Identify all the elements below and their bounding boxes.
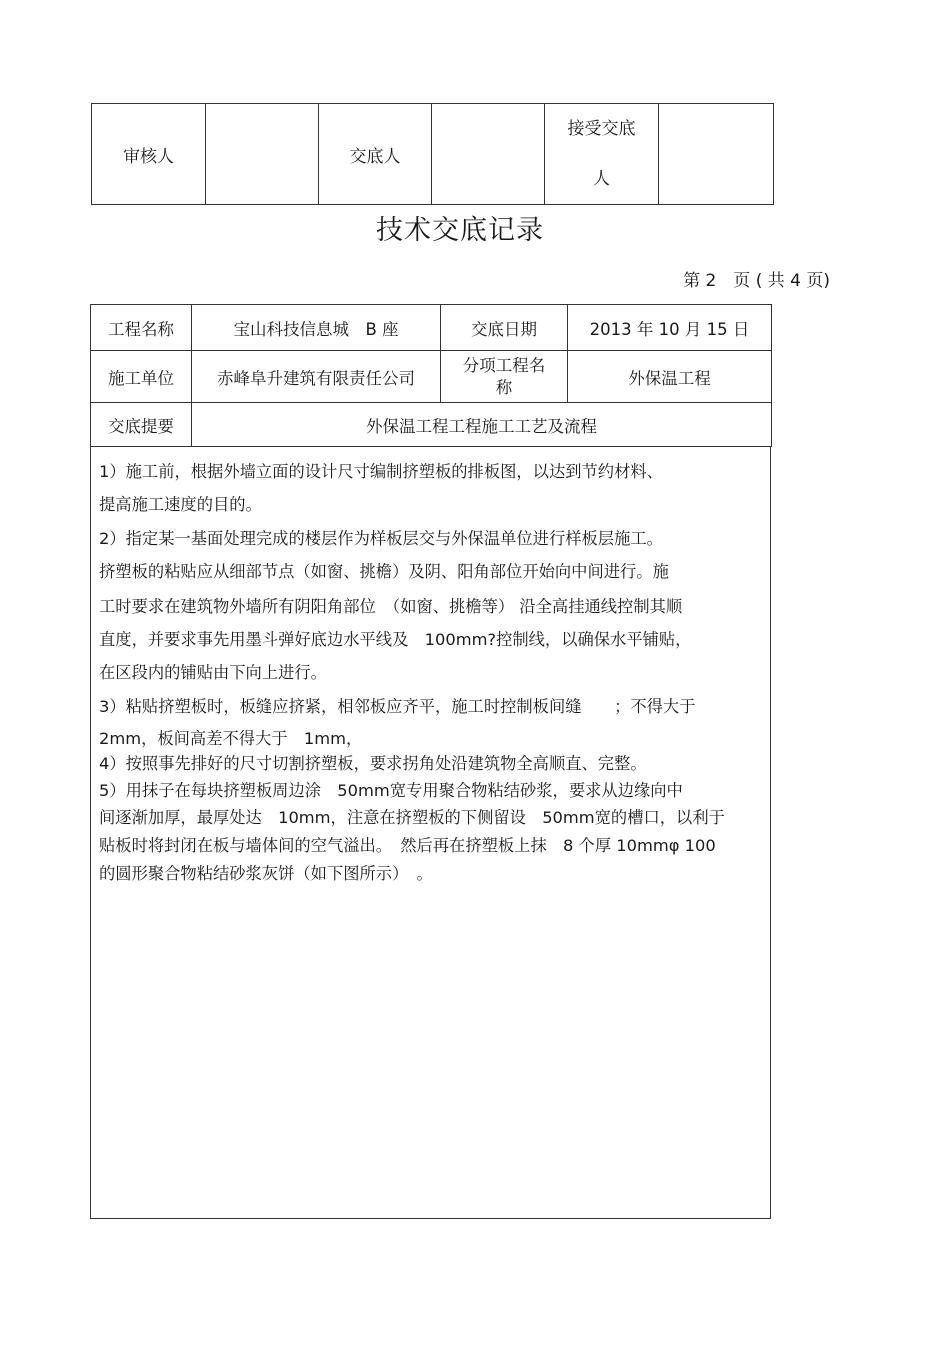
presenter-value[interactable] [432, 104, 545, 205]
presenter-label: 交底人 [319, 104, 432, 205]
content-line: 贴板时将封闭在板与墙体间的空气溢出。 然后再在挤塑板上抹 8 个厚 10mmφ 100 [99, 836, 716, 855]
receiver-label-line2: 人 [593, 169, 610, 189]
content-line: 在区段内的铺贴由下向上进行。 [99, 663, 327, 682]
summary-value: 外保温工程工程施工工艺及流程 [192, 403, 772, 447]
sub-project-label [441, 351, 568, 403]
content-line: 直度，并要求事先用墨斗弹好底边水平线及 100mm?控制线，以确保水平铺贴， [99, 630, 692, 649]
reviewer-value[interactable] [206, 104, 319, 205]
content-line: 1）施工前，根据外墙立面的设计尺寸编制挤塑板的排板图，以达到节约材料、 [99, 462, 663, 481]
contractor-label: 施工单位 [91, 351, 192, 403]
content-line: 的圆形聚合物粘结砂浆灰饼（如下图所示） 。 [99, 864, 433, 883]
date-value: 2013 年 10 月 15 日 [568, 305, 772, 351]
content-line: 工时要求在建筑物外墙所有阴阳角部位 （如窗、挑檐等） 沿全高挂通线控制其顺 [99, 597, 683, 616]
contractor-value: 赤峰阜升建筑有限责任公司 [192, 351, 441, 403]
content-line: 2）指定某一基面处理完成的楼层作为样板层交与外保温单位进行样板层施工。 [99, 529, 663, 548]
content-line: 2mm，板间高差不得大于 1mm， [99, 729, 363, 748]
project-name-label: 工程名称 [91, 305, 192, 351]
sub-project-label-line2: 称 [495, 377, 513, 397]
info-table [90, 304, 772, 447]
content-line: 提高施工速度的目的。 [99, 495, 262, 514]
summary-label: 交底提要 [91, 403, 192, 447]
content-line: 3）粘贴挤塑板时，板缝应挤紧，相邻板应齐平，施工时控制板间缝 ；不得大于 [99, 697, 696, 716]
receiver-value[interactable] [659, 104, 774, 205]
project-name-value: 宝山科技信息城 B 座 [192, 305, 441, 351]
content-line: 间逐渐加厚，最厚处达 10mm，注意在挤塑板的下侧留设 50mm宽的槽口，以利于 [99, 808, 725, 827]
receiver-label [545, 104, 659, 205]
content-line: 5）用抹子在每块挤塑板周边涂 50mm宽专用聚合物粘结砂浆，要求从边缘向中 [99, 781, 683, 800]
sub-project-label-line1: 分项工程名 [462, 356, 546, 376]
content-line: 4）按照事先排好的尺寸切割挤塑板，要求拐角处沿建筑物全高顺直、完整。 [99, 754, 647, 773]
content-line: 挤塑板的粘贴应从细部节点（如窗、挑檐）及阴、阳角部位开始向中间进行。施 [99, 562, 669, 581]
date-label: 交底日期 [441, 305, 568, 351]
signature-table [91, 103, 774, 205]
reviewer-label: 审核人 [92, 104, 206, 205]
document-title: 技术交底记录 [376, 215, 544, 246]
page-info: 第 2 页 ( 共 4 页) [683, 271, 830, 291]
sub-project-value: 外保温工程 [568, 351, 772, 403]
content-box [90, 446, 771, 1219]
receiver-label-line1: 接受交底 [567, 119, 636, 139]
